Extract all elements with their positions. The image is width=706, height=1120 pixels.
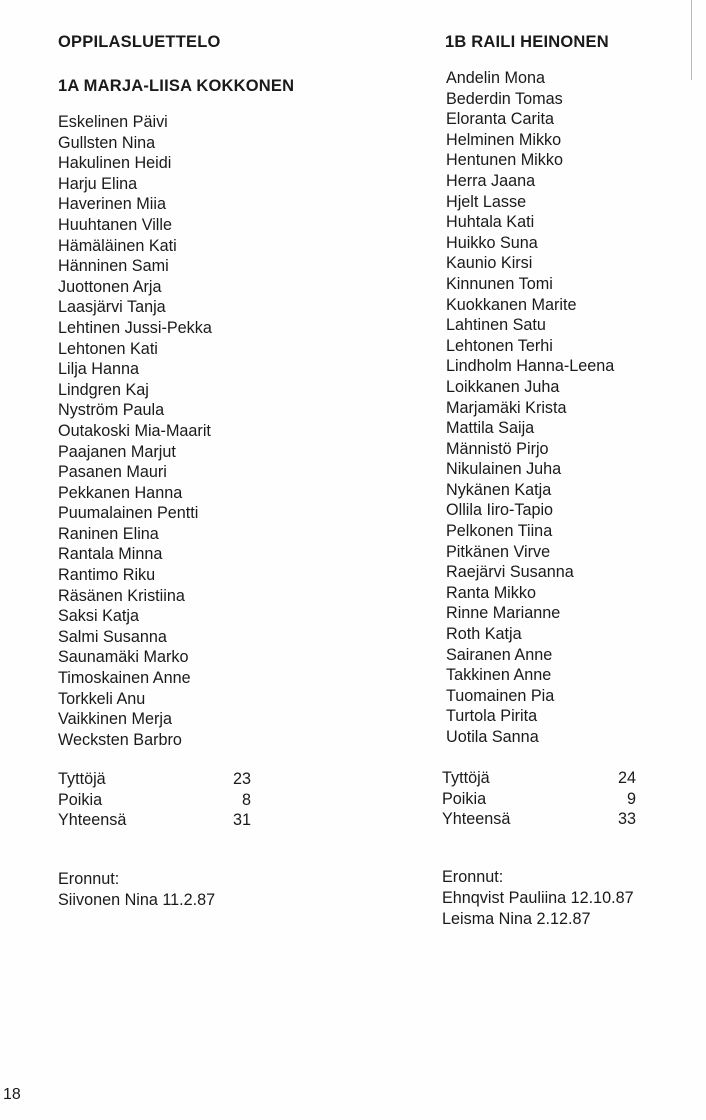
- resigned-student: Ehnqvist Pauliina 12.10.87: [442, 889, 634, 907]
- totals-label: Yhteensä: [442, 810, 511, 829]
- totals-value: 8: [241, 790, 251, 809]
- student-name: Räsänen Kristiina: [58, 586, 185, 605]
- student-name: Hänninen Sami: [58, 257, 169, 276]
- student-name: Paajanen Marjut: [58, 442, 176, 461]
- student-name: Wecksten Barbro: [58, 730, 182, 749]
- totals-row: [442, 809, 636, 830]
- student-name: Hentunen Mikko: [446, 151, 563, 170]
- student-name: Laasjärvi Tanja: [58, 298, 166, 317]
- student-name: Lehtonen Kati: [58, 339, 158, 358]
- student-name: Hämäläinen Kati: [58, 236, 177, 255]
- class-1b-heading: 1B RAILI HEINONEN: [445, 33, 609, 51]
- student-name: Tuomainen Pia: [446, 686, 555, 705]
- class-1b-resigned-label: Eronnut:: [442, 868, 504, 886]
- student-name: Lehtinen Jussi-Pekka: [58, 318, 212, 337]
- student-name: Eloranta Carita: [446, 110, 554, 129]
- student-name: Rinne Marianne: [446, 604, 561, 623]
- student-name: Eskelinen Päivi: [58, 113, 168, 131]
- totals-value: 23: [232, 770, 251, 788]
- student-name: Gullsten Nina: [58, 133, 156, 152]
- student-name: Takkinen Anne: [446, 666, 552, 685]
- student-name: Ollila Iiro-Tapio: [446, 501, 554, 520]
- student-name: Hjelt Lasse: [446, 192, 527, 211]
- student-name: Saunamäki Marko: [58, 648, 189, 667]
- totals-value: 24: [617, 769, 636, 787]
- student-name: Mattila Saija: [446, 419, 535, 438]
- student-name: Kaunio Kirsi: [446, 254, 533, 273]
- student-name: Torkkeli Anu: [58, 689, 146, 708]
- student-name: Huikko Suna: [446, 233, 538, 252]
- student-name: Andelin Mona: [446, 69, 545, 87]
- student-name: Uotila Sanna: [446, 728, 539, 746]
- class-1b-totals: [442, 768, 636, 830]
- student-name: Huhtala Kati: [446, 213, 535, 232]
- student-name: Herra Jaana: [446, 171, 536, 190]
- student-name: Sairanen Anne: [446, 645, 553, 664]
- class-1a-totals: [58, 769, 251, 831]
- student-name: Marjamäki Krista: [446, 398, 567, 417]
- student-name: Turtola Pirita: [446, 707, 538, 726]
- student-name: Bederdin Tomas: [446, 89, 563, 108]
- resigned-student: Leisma Nina 2.12.87: [442, 909, 591, 928]
- student-name: Juottonen Arja: [58, 277, 162, 296]
- totals-value: 31: [232, 811, 251, 830]
- totals-row: [442, 768, 636, 789]
- student-name: Outakoski Mia-Maarit: [58, 421, 211, 440]
- resigned-student: Siivonen Nina 11.2.87: [58, 891, 216, 909]
- totals-row: [442, 789, 636, 810]
- student-name: Harju Elina: [58, 174, 138, 193]
- totals-label: Yhteensä: [58, 811, 127, 830]
- totals-label: Tyttöjä: [442, 769, 490, 787]
- class-1a-student-list: [58, 112, 212, 750]
- student-name: Hakulinen Heidi: [58, 154, 172, 173]
- student-name: Raninen Elina: [58, 524, 159, 543]
- student-name: Saksi Katja: [58, 607, 139, 626]
- student-name: Timoskainen Anne: [58, 669, 191, 688]
- student-name: Salmi Susanna: [58, 627, 167, 646]
- totals-row: [58, 769, 251, 790]
- student-name: Kuokkanen Marite: [446, 295, 577, 314]
- totals-row: [58, 810, 251, 831]
- class-1a-resigned-list: [58, 890, 215, 911]
- student-name: Lindholm Hanna-Leena: [446, 357, 615, 376]
- class-1b-student-list: [446, 68, 614, 748]
- totals-value: 9: [626, 789, 636, 808]
- student-name: Lehtonen Terhi: [446, 336, 553, 355]
- student-name: Rantimo Riku: [58, 566, 156, 585]
- student-name: Lindgren Kaj: [58, 380, 149, 399]
- page-title: OPPILASLUETTELO: [58, 33, 221, 51]
- totals-label: Poikia: [58, 790, 103, 809]
- student-name: Kinnunen Tomi: [446, 274, 553, 293]
- student-name: Loikkanen Juha: [446, 377, 560, 396]
- student-name: Pelkonen Tiina: [446, 522, 553, 541]
- totals-label: Tyttöjä: [58, 770, 106, 788]
- student-name: Roth Katja: [446, 625, 522, 644]
- student-name: Puumalainen Pentti: [58, 504, 199, 523]
- student-name: Nikulainen Juha: [446, 460, 562, 479]
- totals-label: Poikia: [442, 789, 487, 808]
- page-edge-line: [691, 0, 692, 80]
- student-name: Haverinen Miia: [58, 195, 166, 214]
- class-1a-resigned-label: Eronnut:: [58, 870, 120, 888]
- class-1a-heading: 1A MARJA-LIISA KOKKONEN: [58, 77, 295, 95]
- student-name: Pasanen Mauri: [58, 463, 167, 482]
- student-name: Raejärvi Susanna: [446, 563, 574, 582]
- student-name: Nykänen Katja: [446, 480, 552, 499]
- student-name: Rantala Minna: [58, 545, 163, 564]
- totals-value: 33: [617, 810, 636, 829]
- student-name: Ranta Mikko: [446, 583, 536, 602]
- student-name: Lahtinen Satu: [446, 316, 546, 335]
- page-number: 18: [3, 1086, 21, 1103]
- student-name: Pekkanen Hanna: [58, 483, 183, 502]
- student-name: Vaikkinen Merja: [58, 710, 172, 729]
- totals-row: [58, 790, 251, 811]
- student-name: Pitkänen Virve: [446, 542, 551, 561]
- student-name: Lilja Hanna: [58, 360, 139, 379]
- student-name: Helminen Mikko: [446, 130, 562, 149]
- class-1b-resigned-list: [442, 888, 634, 929]
- student-name: Huuhtanen Ville: [58, 215, 172, 234]
- student-name: Männistö Pirjo: [446, 439, 549, 458]
- student-name: Nyström Paula: [58, 401, 165, 420]
